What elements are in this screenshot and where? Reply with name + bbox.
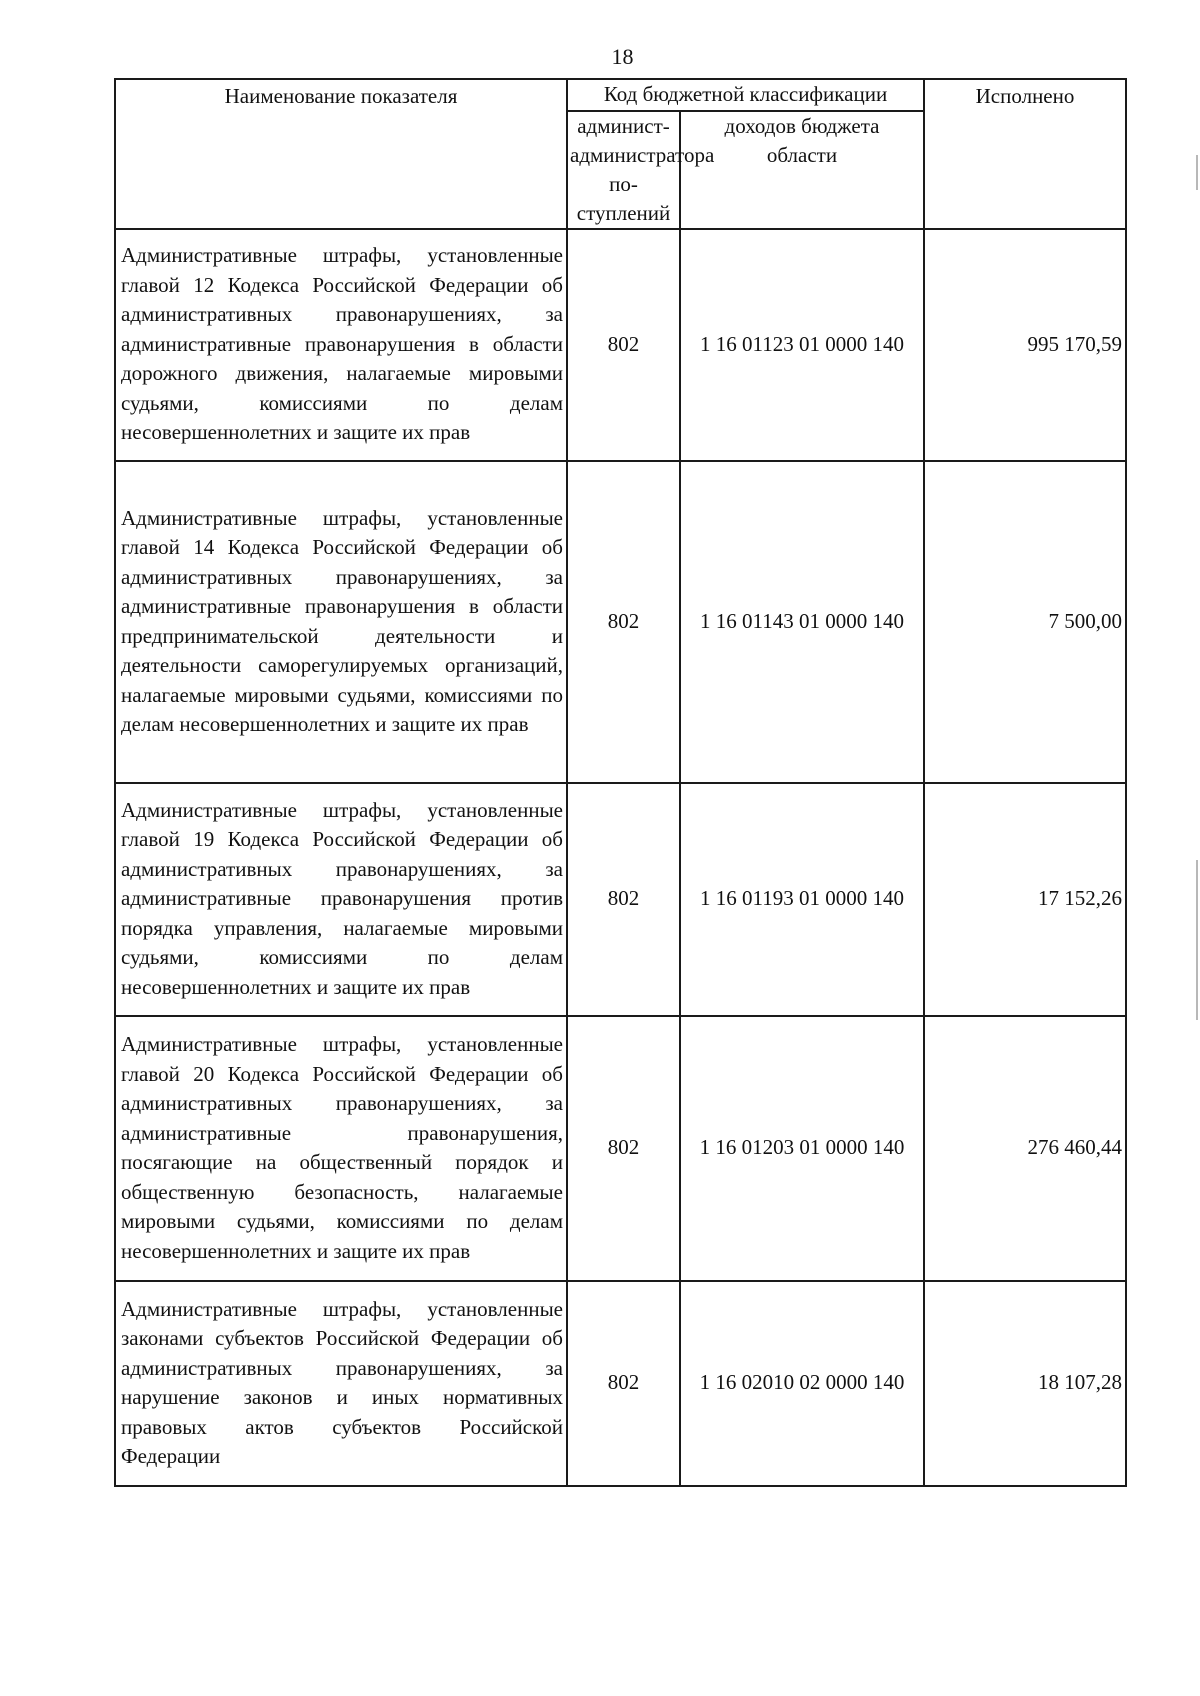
row-administrator-code: 802 <box>567 783 680 1016</box>
budget-revenue-table <box>114 78 1127 1487</box>
row-income-code: 1 16 01123 01 0000 140 <box>680 229 924 461</box>
header-budget-income <box>680 111 924 229</box>
table-row <box>115 1016 1126 1281</box>
row-income-code: 1 16 01193 01 0000 140 <box>680 783 924 1016</box>
table-row <box>115 461 1126 783</box>
row-indicator-name: Административные штрафы, установленные законами субъектов Российской Федерации об административных правонарушениях, за нарушение законов и иных нормативных правовых актов субъектов Российской Федерации <box>115 1281 567 1486</box>
row-administrator-code: 802 <box>567 1281 680 1486</box>
header-administrator <box>567 111 715 229</box>
scan-edge-mark <box>1196 155 1198 190</box>
page-number: 18 <box>611 44 634 69</box>
header-administrator-line-2: администратора по- <box>570 142 715 196</box>
header-administrator-line-1: админист- <box>577 113 670 138</box>
header-budget-income-text: доходов бюджета области <box>724 113 880 167</box>
row-executed-amount: 276 460,44 <box>924 1016 1126 1281</box>
row-administrator-code: 802 <box>567 461 680 783</box>
row-income-code: 1 16 01143 01 0000 140 <box>680 461 924 783</box>
scan-edge-mark <box>1196 860 1198 1020</box>
row-administrator-code: 802 <box>567 1016 680 1281</box>
row-income-code: 1 16 02010 02 0000 140 <box>680 1281 924 1486</box>
row-indicator-name: Административные штрафы, установленные главой 20 Кодекса Российской Федерации об административных правонарушениях, за административные правонарушения, посягающие на общественный порядок и общественную безопасность, налагаемые мировыми судьями, комиссиями по делам несовершеннолетних и защите их прав <box>115 1016 567 1281</box>
header-administrator-line-3: ступлений <box>576 200 671 225</box>
row-income-code: 1 16 01203 01 0000 140 <box>680 1016 924 1281</box>
row-indicator-name: Административные штрафы, установленные главой 19 Кодекса Российской Федерации об административных правонарушениях, за административные правонарушения против порядка управления, налагаемые мировыми судьями, комиссиями по делам несовершеннолетних и защите их прав <box>115 783 567 1016</box>
table-row <box>115 229 1126 461</box>
row-administrator-code: 802 <box>567 229 680 461</box>
table-header-row <box>115 79 1126 111</box>
row-indicator-name: Административные штрафы, установленные главой 14 Кодекса Российской Федерации об административных правонарушениях, за административные правонарушения в области предпринимательской деятельности и деятельности саморегулируемых организаций, налагаемые мировыми судьями, комиссиями по делам несовершеннолетних и защите их прав <box>115 461 567 783</box>
row-executed-amount: 7 500,00 <box>924 461 1126 783</box>
row-executed-amount: 17 152,26 <box>924 783 1126 1016</box>
header-classification-code: Код бюджетной классификации <box>567 79 924 111</box>
table-row <box>115 1281 1126 1486</box>
header-executed: Исполнено <box>924 79 1126 229</box>
row-executed-amount: 18 107,28 <box>924 1281 1126 1486</box>
header-indicator-name: Наименование показателя <box>115 79 567 229</box>
table-row <box>115 783 1126 1016</box>
row-indicator-name: Административные штрафы, установленные главой 12 Кодекса Российской Федерации об административных правонарушениях, за административные правонарушения в области дорожного движения, налагаемые мировыми судьями, комиссиями по делам несовершеннолетних и защите их прав <box>115 229 567 461</box>
row-executed-amount: 995 170,59 <box>924 229 1126 461</box>
